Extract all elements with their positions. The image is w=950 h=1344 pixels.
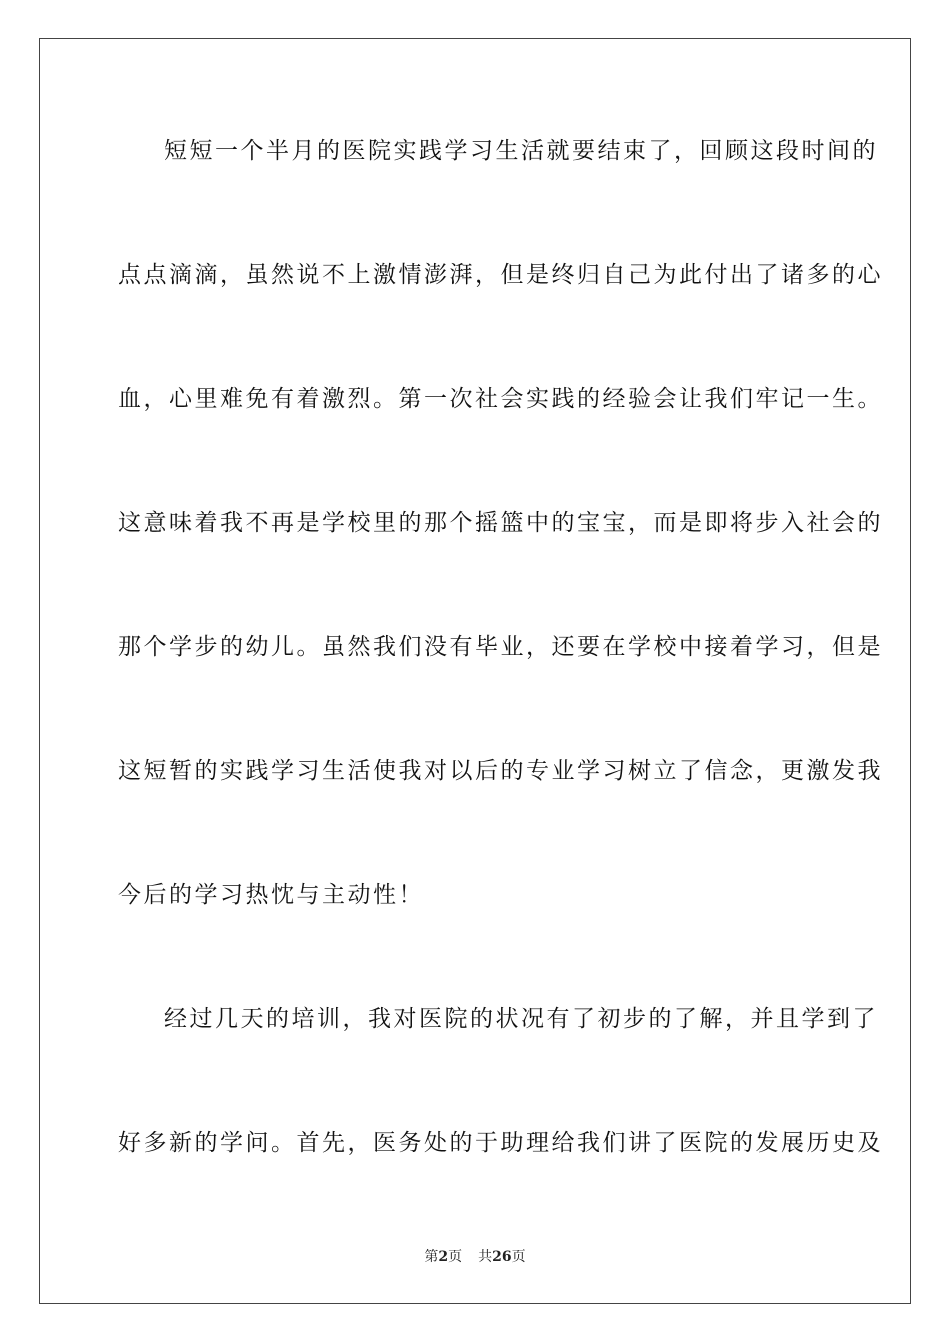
paragraph-1-line-4: 这意味着我不再是学校里的那个摇篮中的宝宝，而是即将步入社会的 xyxy=(118,510,883,536)
paragraph-1-line-5: 那个学步的幼儿。虽然我们没有毕业，还要在学校中接着学习，但是 xyxy=(118,634,883,660)
paragraph-1-line-7: 今后的学习热忱与主动性！ xyxy=(118,882,424,908)
total-indicator xyxy=(478,1249,525,1265)
paragraph-2-line-1: 经过几天的培训，我对医院的状况有了初步的了解，并且学到了 xyxy=(164,1006,878,1032)
total-pages: 26 xyxy=(492,1249,512,1265)
paragraph-1-line-2: 点点滴滴，虽然说不上激情澎湃，但是终归自己为此付出了诸多的心 xyxy=(118,262,883,288)
total-prefix: 共 xyxy=(478,1249,493,1265)
page-unit: 页 xyxy=(448,1249,463,1265)
page-footer xyxy=(0,1248,950,1266)
paragraph-1-line-6: 这短暂的实践学习生活使我对以后的专业学习树立了信念，更激发我 xyxy=(118,758,883,784)
page-border xyxy=(39,38,911,1304)
page-indicator xyxy=(424,1249,462,1265)
total-unit: 页 xyxy=(511,1249,526,1265)
paragraph-1-line-3: 血，心里难免有着激烈。第一次社会实践的经验会让我们牢记一生。 xyxy=(118,386,883,412)
paragraph-1-line-1: 短短一个半月的医院实践学习生活就要结束了，回顾这段时间的 xyxy=(164,138,878,164)
page-number: 2 xyxy=(438,1249,449,1265)
paragraph-2-line-2: 好多新的学问。首先，医务处的于助理给我们讲了医院的发展历史及 xyxy=(118,1130,883,1156)
page-prefix: 第 xyxy=(424,1249,439,1265)
